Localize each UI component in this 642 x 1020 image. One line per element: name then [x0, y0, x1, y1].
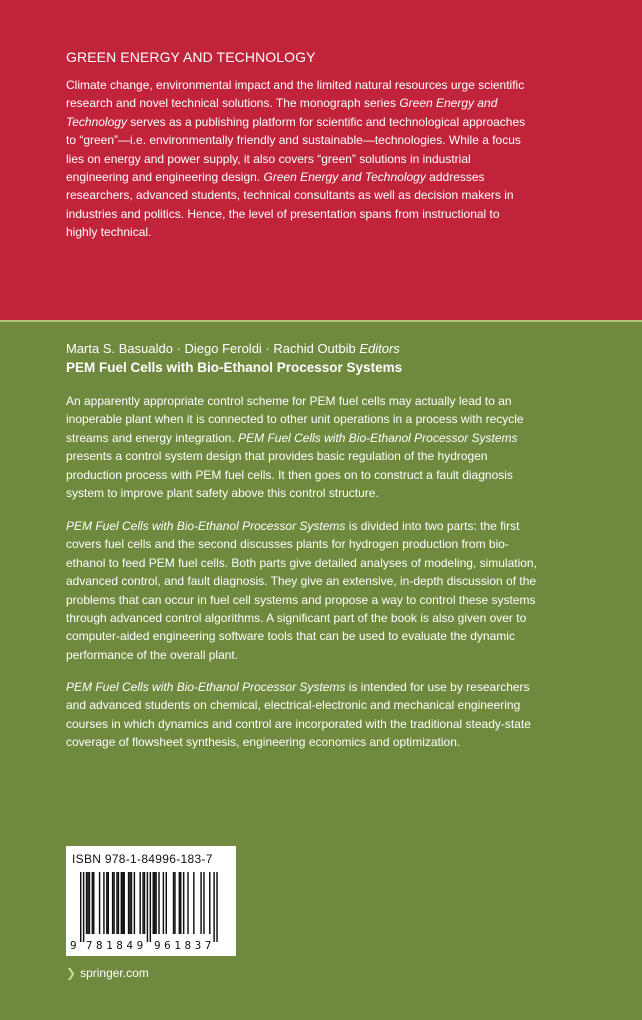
ean-digit: 4 — [126, 939, 134, 952]
barcode-box — [66, 846, 236, 956]
paragraph-1-run: presents a control system design that provides basic regulation of the hydrogen production process with PEM fuel cells. It then goes on to construct a fault diagnosis system to improve plant safety above this control structure. — [66, 449, 513, 501]
paragraph-1-run: PEM Fuel Cells with Bio-Ethanol Processor Systems — [238, 430, 518, 445]
paragraph-1-run: An apparently appropriate control scheme for PEM fuel cells may actually lead to an inoperable plant when it is connected to other unit operations in a process with recycle streams and energy integration. — [66, 394, 524, 445]
ean-digits — [66, 846, 236, 956]
series-text-run: serves as a publishing platform for scientific and technological approaches to “green”—i.e. environmentally friendly and sustainable—technologies. While a focus lies on energy and power supply, it also covers “green” solutions in industrial engineering and engineering design. — [66, 114, 526, 185]
editors-role: Editors — [359, 341, 400, 356]
ean-digit: 7 — [204, 939, 212, 952]
series-text-run: Green Energy and Technology — [263, 170, 426, 185]
book-title: PEM Fuel Cells with Bio-Ethanol Processor Systems — [66, 360, 403, 375]
ean-digit: 1 — [106, 939, 113, 952]
ean-digit: 9 — [136, 939, 144, 952]
ean-digit: 9 — [70, 939, 77, 952]
chevron-right-icon: ❯ — [66, 966, 77, 980]
series-title: GREEN ENERGY AND TECHNOLOGY — [66, 49, 316, 65]
series-description — [66, 76, 526, 242]
description-paragraph-3 — [66, 678, 544, 752]
ean-digit: 1 — [174, 939, 181, 952]
paragraph-3-run: PEM Fuel Cells with Bio-Ethanol Processor Systems — [66, 680, 346, 694]
series-text-run: Climate change, environmental impact and the limited natural resources urge scientific research and novel technical solutions. The monograph series — [66, 78, 525, 111]
publisher-link[interactable] — [66, 966, 149, 980]
description-paragraph-2 — [66, 517, 544, 664]
paragraph-3-run: is intended for use by researchers and advanced students on chemical, electrical-electronic and mechanical engineering courses in which dynamics and control are incorporated with the traditional steady-state coverage of flowsheet synthesis, engineering economics and optimization. — [66, 680, 531, 750]
ean-digit: 8 — [116, 939, 123, 952]
isbn-label: ISBN 978-1-84996-183-7 — [72, 852, 213, 866]
ean-digit: 6 — [164, 939, 171, 952]
series-text-run: Green Energy and Technology — [66, 96, 498, 129]
description-paragraph-1 — [66, 392, 544, 502]
ean-digit: 8 — [184, 939, 192, 952]
publisher-url: springer.com — [80, 966, 149, 980]
editors-names: Marta S. Basualdo · Diego Feroldi · Rachid Outbib — [66, 341, 356, 356]
series-text-run: addresses researchers, advanced students, technical consultants as well as decision makers in industries and politics. Hence, the level of presentation spans from instructional to highly technical. — [66, 170, 514, 240]
ean-digit: 3 — [194, 939, 202, 952]
paragraph-2-run: PEM Fuel Cells with Bio-Ethanol Processor Systems — [66, 519, 346, 533]
ean-digit: 9 — [154, 939, 161, 952]
paragraph-2-run: is divided into two parts: the first covers fuel cells and the second discusses plants for hydrogen production from bio-ethanol to feed PEM fuel cells. Both parts give detailed analyses of modeling, simulation, advanced control, and fault diagnosis. They give an extensive, in-depth discussion of the problems that can occur in fuel cell systems and propose a way to control these systems through advanced control algorithms. A significant part of the book is also given over to computer-aided engineering software tools that can be used to evaluate the dynamic performance of the overall plant. — [66, 519, 537, 662]
ean-digit: 8 — [96, 939, 103, 952]
editors-line — [66, 341, 400, 356]
ean-digit: 7 — [85, 939, 93, 952]
